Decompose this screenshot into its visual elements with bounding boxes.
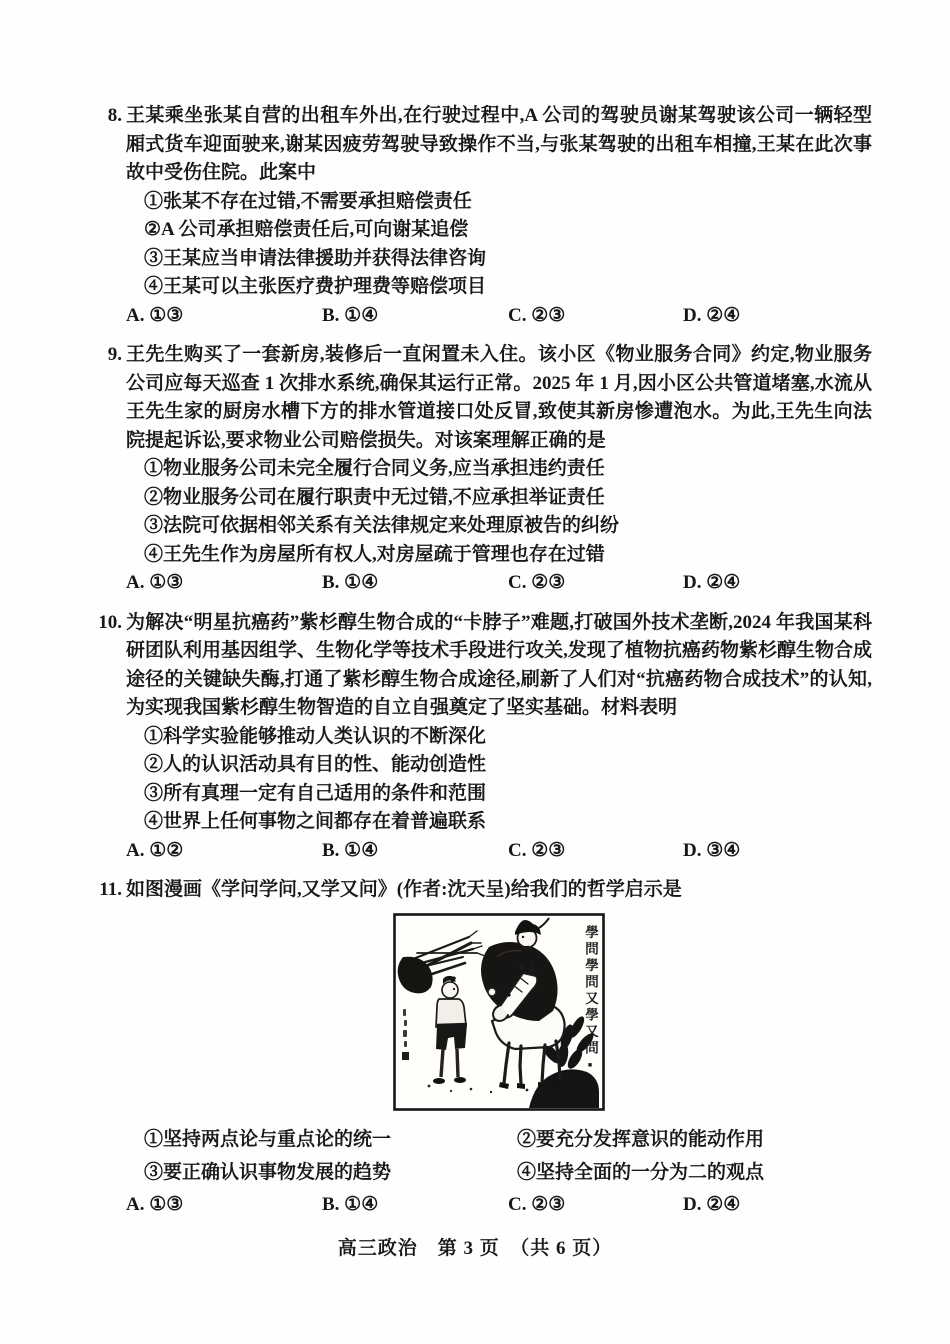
question-9-stem: 王先生购买了一套新房,装修后一直闲置未入住。该小区《物业服务合同》约定,物业服务公司应每天巡查 1 次排水系统,确保其运行正常。2025 年 1 月,因小区公共管道堵塞,水流从王先生家的厨房水槽下方的排水管道接口处反冒,致使其新房惨遭泡水。为此,王先生向法院提起诉讼,要求物业公司赔偿损失。对该案理解正确的是 bbox=[126, 344, 872, 451]
question-11-item-4: ④坚持全面的一分为二的观点 bbox=[517, 1161, 765, 1183]
question-11-item-3: ③要正确认识事物发展的趋势 bbox=[144, 1161, 392, 1183]
question-9-options bbox=[126, 569, 872, 598]
question-10-options bbox=[126, 837, 872, 866]
option-b: B. ①④ bbox=[322, 572, 379, 593]
question-8 bbox=[95, 102, 872, 330]
question-8-item-3: ③王某应当申请法律援助并获得法律咨询 bbox=[144, 247, 487, 269]
cartoon-caption bbox=[584, 925, 598, 1069]
question-9-item-1: ①物业服务公司未完全履行合同义务,应当承担违约责任 bbox=[144, 458, 605, 479]
option-c: C. ②③ bbox=[508, 1193, 566, 1215]
page-footer: 高三政治 第 3 页 （共 6 页） bbox=[337, 1238, 613, 1259]
question-8-item-1: ①张某不存在过错,不需要承担赔偿责任 bbox=[144, 190, 472, 212]
question-10 bbox=[95, 609, 872, 866]
question-10-item-2: ②人的认识活动具有目的性、能动创造性 bbox=[144, 754, 487, 775]
option-d: D. ②④ bbox=[683, 572, 741, 593]
option-b: B. ①④ bbox=[322, 304, 379, 326]
question-11-items bbox=[126, 1123, 872, 1189]
question-11-options bbox=[126, 1191, 872, 1220]
question-8-item-4: ④王某可以主张医疗费护理费等赔偿项目 bbox=[144, 276, 487, 297]
option-b: B. ①④ bbox=[322, 1193, 379, 1215]
cartoon-caption-text: 學問學問又學又問 bbox=[583, 924, 598, 1057]
option-a: A. ①③ bbox=[126, 572, 184, 593]
question-10-item-4: ④世界上任何事物之间都存在着普遍联系 bbox=[144, 811, 487, 832]
question-10-item-1: ①科学实验能够推动人类认识的不断深化 bbox=[144, 725, 487, 747]
option-d: D. ②④ bbox=[683, 304, 741, 326]
question-9-item-3: ③法院可依据相邻关系有关法律规定来处理原被告的纠纷 bbox=[144, 515, 620, 536]
option-a: A. ①② bbox=[126, 839, 184, 861]
cartoon-figure bbox=[393, 913, 605, 1111]
question-10-stem: 为解决“明星抗癌药”紫杉醇生物合成的“卡脖子”难题,打破国外技术垄断,2024 年我国某科研团队利用基因组学、生物化学等技术手段进行攻关,发现了植物抗癌药物紫杉醇生物合成途径的关键缺失酶,打通了紫杉醇生物合成途径,刷新了人们对“抗癌药物合成技术”的认知,为实现我国紫杉醇生物智造的自立自强奠定了坚实基础。材料表明 bbox=[126, 611, 872, 718]
option-b: B. ①④ bbox=[322, 839, 379, 861]
option-d: D. ③④ bbox=[683, 839, 741, 861]
question-8-number: 8. bbox=[107, 105, 122, 126]
option-a: A. ①③ bbox=[126, 304, 184, 326]
question-11 bbox=[95, 876, 872, 1219]
question-9 bbox=[95, 341, 872, 598]
option-c: C. ②③ bbox=[508, 572, 566, 593]
option-a: A. ①③ bbox=[126, 1193, 184, 1215]
option-c: C. ②③ bbox=[508, 839, 566, 861]
cartoon-illustration bbox=[393, 913, 605, 1111]
question-10-item-3: ③所有真理一定有自己适用的条件和范围 bbox=[144, 782, 487, 804]
question-9-item-4: ④王先生作为房屋所有权人,对房屋疏于管理也存在过错 bbox=[144, 543, 605, 565]
question-9-item-2: ②物业服务公司在履行职责中无过错,不应承担举证责任 bbox=[144, 486, 605, 508]
question-8-item-2: ②A 公司承担赔偿责任后,可向谢某追偿 bbox=[144, 219, 469, 240]
question-9-number: 9. bbox=[107, 344, 122, 365]
question-11-item-2: ②要充分发挥意识的能动作用 bbox=[517, 1128, 765, 1150]
question-11-number: 11. bbox=[99, 879, 122, 900]
question-10-number: 10. bbox=[98, 611, 122, 633]
question-11-stem: 如图漫画《学问学问,又学又问》(作者:沈天呈)给我们的哲学启示是 bbox=[126, 879, 682, 900]
question-8-stem: 王某乘坐张某自营的出租车外出,在行驶过程中,A 公司的驾驶员谢某驾驶该公司一辆轻型厢式货车迎面驶来,谢某因疲劳驾驶导致操作不当,与张某驾驶的出租车相撞,王某在此次事故中受伤住院。此案中 bbox=[126, 105, 872, 183]
option-c: C. ②③ bbox=[508, 304, 566, 326]
seal-mark: ■ bbox=[586, 1060, 594, 1069]
question-8-options bbox=[126, 302, 872, 331]
question-11-item-1: ①坚持两点论与重点论的统一 bbox=[144, 1128, 392, 1150]
option-d: D. ②④ bbox=[683, 1193, 741, 1215]
